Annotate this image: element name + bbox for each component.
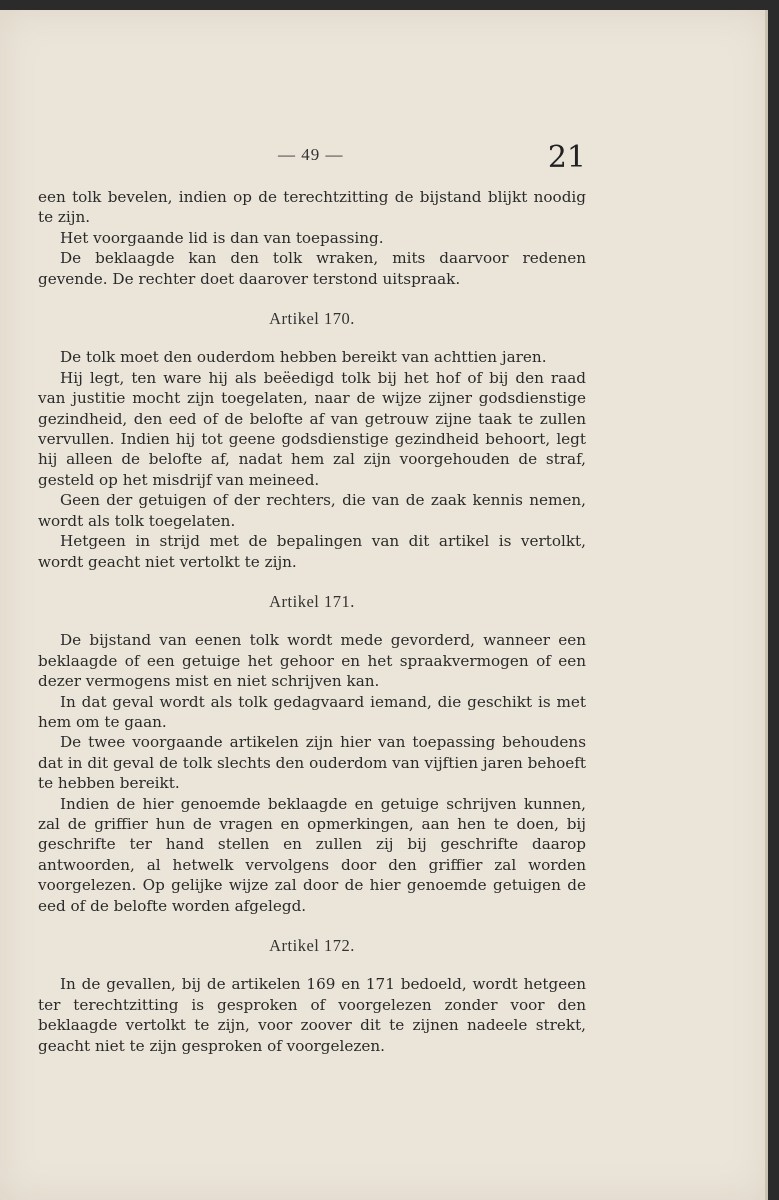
article-heading-170: Artikel 170.: [269, 309, 355, 329]
article-heading-171: Artikel 171.: [269, 591, 355, 611]
paragraph: een tolk bevelen, indien op de terechtzitting de bijstand blijkt noodig te zijn.: [38, 188, 586, 227]
paragraph: De beklaagde kan den tolk wraken, mits daarvoor redenen gevende. De rechter doet daarover terstond uitspraak.: [38, 249, 586, 288]
book-page: [0, 10, 768, 1200]
paragraph: De bijstand van eenen tolk wordt mede gevorderd, wanneer een beklaagde of een getuige het gehoor en het spraakvermogen of een dezer vermogens mist en niet schrijven kan.: [38, 631, 586, 691]
paragraph: In de gevallen, bij de artikelen 169 en 171 bedoeld, wordt hetgeen ter terechtzitting is gesproken of voorgelezen zonder voor den beklaagde vertolkt te zijn, voor zoover dit te zijnen nadeele strekt, geacht niet te zijn gesproken of voorgelezen.: [38, 975, 586, 1055]
paragraph: Hij legt, ten ware hij als beëedigd tolk bij het hof of bij den raad van justitie mocht zijn toegelaten, naar de wijze zijner godsdienstige gezindheid, den eed of de belofte af van getrouw zijne taak te zullen vervullen. Indien hij tot geene godsdienstige gezindheid behoort, legt hij alleen de belofte af, nadat hem zal zijn voorgehouden de straf, gesteld op het misdrijf van meineed.: [38, 368, 586, 489]
body-text: [38, 187, 586, 1056]
paragraph: Hetgeen in strijd met de bepalingen van dit artikel is vertolkt, wordt geacht niet vertolkt te zijn.: [38, 532, 586, 571]
stamped-page-number: 21: [547, 140, 586, 175]
paragraph: Indien de hier genoemde beklaagde en getuige schrijven kunnen, zal de griffier hun de vragen en opmerkingen, aan hen te doen, bij geschrifte ter hand stellen en zullen zij bij geschrifte daarop antwoorden, al hetwelk vervolgens door den griffier zal worden voorgelezen. Op gelijke wijze zal door de hier genoemde getuigen de eed of de belofte worden afgelegd.: [38, 794, 586, 915]
paragraph: Geen der getuigen of der rechters, die van de zaak kennis nemen, wordt als tolk toegelaten.: [38, 491, 586, 530]
paragraph: De tolk moet den ouderdom hebben bereikt van achttien jaren.: [60, 348, 547, 367]
printed-page-number: — 49 —: [278, 145, 344, 164]
paragraph: In dat geval wordt als tolk gedagvaard iemand, die geschikt is met hem om te gaan.: [38, 692, 586, 731]
paragraph: Het voorgaande lid is dan van toepassing.: [60, 228, 384, 247]
page-edge: [765, 10, 768, 1200]
article-heading-172: Artikel 172.: [269, 936, 355, 955]
page-header: [38, 140, 586, 180]
paragraph: De twee voorgaande artikelen zijn hier van toepassing behoudens dat in dit geval de tolk slechts den ouderdom van vijftien jaren behoeft te hebben bereikt.: [38, 733, 586, 793]
